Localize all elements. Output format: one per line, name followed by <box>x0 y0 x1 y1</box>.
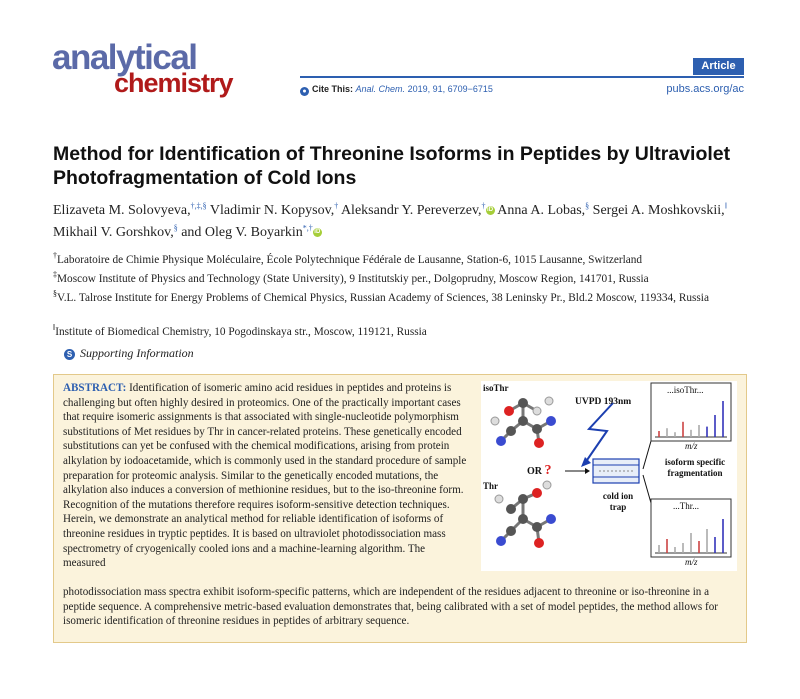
author-affiliation-marks: † <box>481 201 486 210</box>
logo-line-2: chemistry <box>114 68 233 98</box>
author-affiliation-marks: †,‡,§ <box>190 201 207 210</box>
affiliation-text: Moscow Institute of Physics and Technology (State University), 9 Institutskiy per., Dolgoprudny, Moscow Region, 141701, Russia <box>57 272 649 285</box>
affiliation-1 <box>53 248 758 268</box>
label-or <box>527 463 552 479</box>
affiliation-mark: † <box>53 251 57 260</box>
orcid-icon[interactable]: iD <box>487 206 494 213</box>
cite-volume[interactable]: 2019, 91, 6709−6715 <box>407 84 493 94</box>
label-isoform-fragmentation: isoform specific fragmentation <box>664 457 726 478</box>
uv-laser-bolt <box>585 403 613 463</box>
author-affiliation-marks: † <box>334 201 339 210</box>
abstract-body: Identification of isomeric amino acid residues in peptides and proteins is challenging but often highly desired in proteomics. One of the practically important cases that require isomeric assignments is that associated with single-nucleotide polymorphism substitutions of Met residues by Thr in cancer-related proteins. These genetically encoded substitutions can yet be confused with the chemical modifications, arising from protein alkylation by iodoacetamide, which is commonly used in the standard procedure of sample preparation for proteomic analysis. Similar to the genetically encoded mutations, the alkylation also induces a conversion of methionine residues, but to the iso-threonine form. Recognition of the mutations therefore requires isoform-sensitive detection techniques. Herein, we demonstrate an analytical method for reliable identification of isoforms of threonine residues in tryptic peptides. It is based on ultraviolet photodissociation mass spectrometry of cryogenically cooled ions and a machine-learning algorithm. The measured <box>63 382 467 570</box>
toc-graphic <box>481 381 737 571</box>
paper-title: Method for Identification of Threonine Isoforms in Peptides by Ultraviolet Photofragmentation of Cold Ions <box>53 143 731 189</box>
abstract-label: ABSTRACT: <box>63 382 127 394</box>
arrow-down <box>643 475 651 503</box>
author-affiliation-marks: § <box>585 201 590 210</box>
supporting-info-link[interactable] <box>64 346 194 361</box>
arrow-up <box>643 441 651 469</box>
author-name: Mikhail V. Gorshkov, <box>53 225 174 241</box>
author[interactable] <box>181 225 322 240</box>
affiliation-text: V.L. Talrose Institute for Energy Problems of Chemical Physics, Russian Academy of Sciences, 38 Leninsky Pr., Bld.2 Moscow, 119334, Russia <box>57 291 709 304</box>
arrow-to-trap-head <box>585 468 590 474</box>
author-name: Sergei A. Moshkovskii, <box>592 202 725 218</box>
logo-line-1: analytical <box>52 38 197 77</box>
author-name: and Oleg V. Boyarkin <box>181 225 303 241</box>
affiliation-mark: § <box>53 289 57 298</box>
author-name: Vladimir N. Kopysov, <box>209 202 335 218</box>
label-isothr: isoThr <box>483 383 509 393</box>
author[interactable] <box>53 203 207 218</box>
author[interactable] <box>593 203 727 218</box>
affiliation-3 <box>53 286 743 306</box>
cold-ion-trap-icon <box>593 459 639 483</box>
author-affiliation-marks: *,† <box>302 223 313 233</box>
spectrum2-title: ...Thr... <box>673 501 699 511</box>
author[interactable] <box>53 225 178 240</box>
cite-label: Cite This: <box>312 84 354 94</box>
affiliation-4 <box>53 320 758 340</box>
author-list <box>53 197 753 242</box>
isothr-atoms <box>491 397 556 448</box>
spectrum1-title: ...isoThr... <box>667 385 704 395</box>
label-question: ? <box>544 463 552 478</box>
label-thr: Thr <box>483 481 499 491</box>
author-affiliation-marks: ‖ <box>724 201 727 210</box>
author-name: Elizaveta M. Solovyeva, <box>53 202 191 218</box>
spectrum2-axis-label: m/z <box>685 557 698 567</box>
label-or-text: OR <box>527 466 542 477</box>
affiliation-text: Laboratoire de Chimie Physique Moléculaire, École Polytechnique Fédérale de Lausanne, Station-6, 1015 Lausanne, Switzerland <box>57 253 643 266</box>
thr-atoms <box>495 481 556 548</box>
article-type-badge: Article <box>693 58 744 75</box>
label-cold-ion-trap: cold ion trap <box>602 491 634 512</box>
author-name: Anna A. Lobas, <box>497 202 586 218</box>
author[interactable] <box>210 203 338 218</box>
uv-laser-arrowhead <box>581 457 591 467</box>
supporting-info-label: Supporting Information <box>80 346 194 360</box>
cite-icon: ● <box>300 87 309 96</box>
journal-logo[interactable] <box>52 40 297 100</box>
journal-url[interactable]: pubs.acs.org/ac <box>666 83 744 95</box>
affiliation-2 <box>53 267 758 287</box>
affiliation-mark: ‡ <box>53 270 57 279</box>
orcid-icon[interactable]: iD <box>314 229 321 236</box>
label-uvpd: UVPD 193nm <box>575 397 632 407</box>
affiliation-text: Institute of Biomedical Chemistry, 10 Pogodinskaya str., Moscow, 119121, Russia <box>55 325 427 338</box>
author-affiliation-marks: § <box>173 223 178 233</box>
affiliation-mark: ‖ <box>53 323 56 332</box>
abstract-text <box>63 381 469 571</box>
author[interactable] <box>497 203 589 218</box>
header-rule <box>300 76 744 78</box>
author-name: Aleksandr Y. Pereverzev, <box>340 202 482 218</box>
cite-journal[interactable]: Anal. Chem. <box>355 84 406 94</box>
author[interactable] <box>341 203 495 218</box>
supporting-info-icon: S <box>64 349 75 360</box>
abstract-continuation: photodissociation mass spectra exhibit isoform-specific patterns, which are independent of the residues adjacent to threonine or iso-threonine in a peptide sequence. A comprehensive metric-based evaluation demonstrates that, being calibrated with a set of model peptides, the method allows for isomeric identification of threonine residues in peptides of arbitrary sequence. <box>63 586 718 628</box>
spectrum1-axis-label: m/z <box>685 441 698 451</box>
cite-this[interactable] <box>300 84 493 96</box>
